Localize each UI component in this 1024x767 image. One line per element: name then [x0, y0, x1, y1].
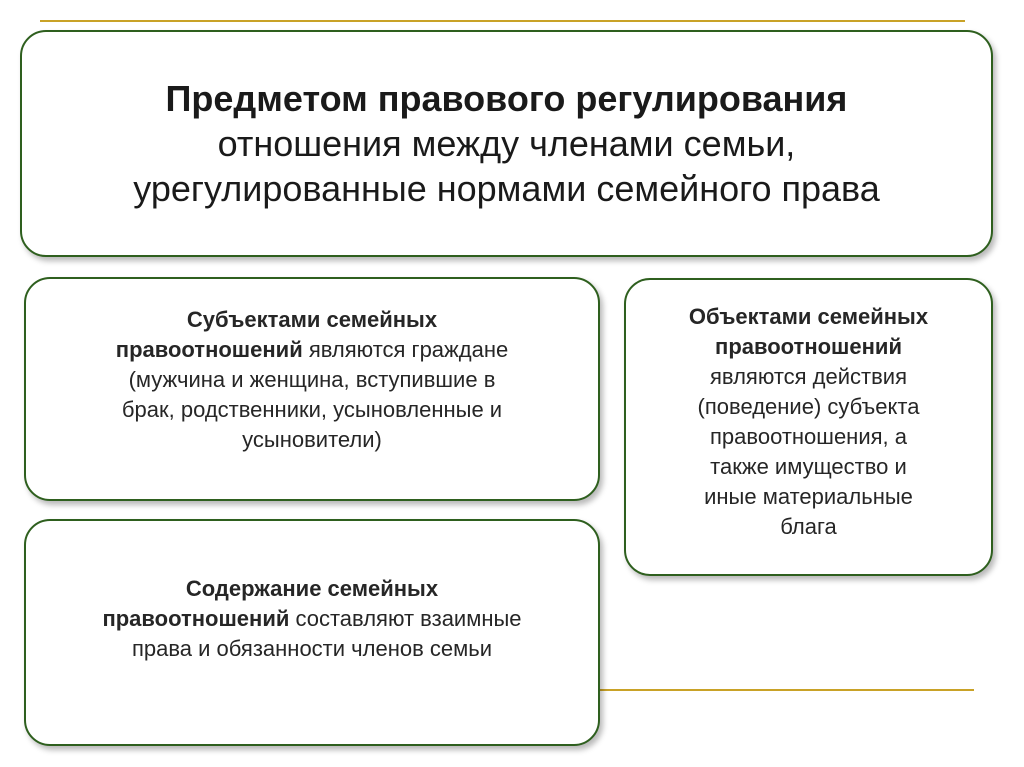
content-line-2-rest: составляют взаимные: [289, 605, 522, 631]
content-line-3: права и обязанности членов семьи: [131, 635, 492, 661]
subjects-line-3: (мужчина и женщина, вступившие в: [128, 367, 496, 392]
subjects-box: [24, 277, 600, 501]
main-title: Предметом правового регулирования: [165, 78, 848, 119]
content-box: [24, 519, 600, 746]
subjects-line-5: усыновители): [242, 427, 382, 452]
objects-box: [624, 278, 993, 576]
objects-text: [671, 302, 946, 552]
objects-line-7: иные материальные: [704, 484, 913, 509]
subjects-line-4: брак, родственники, усыновленные и: [121, 397, 503, 422]
objects-line-5: правоотношения, а: [710, 424, 907, 449]
content-heading-2: правоотношений: [102, 605, 290, 631]
subject-of-regulation-box: [20, 30, 993, 257]
content-text: [78, 574, 545, 692]
main-line-2: отношения между членами семьи,: [217, 123, 796, 164]
objects-heading-2: правоотношений: [715, 334, 902, 359]
objects-line-4: (поведение) субъекта: [697, 394, 920, 419]
subjects-line-2-rest: являются граждане: [302, 337, 509, 362]
subject-of-regulation-text: [133, 76, 880, 211]
top-accent-line: [40, 20, 965, 22]
main-line-3: урегулированные нормами семейного права: [133, 168, 880, 209]
bottom-accent-line: [598, 689, 974, 691]
content-heading-1: Содержание семейных: [185, 575, 439, 601]
objects-line-6: также имущество и: [710, 454, 907, 479]
subjects-heading-1: Субъектами семейных: [186, 307, 438, 332]
subjects-heading-2: правоотношений: [115, 337, 303, 362]
objects-heading-1: Объектами семейных: [688, 304, 929, 329]
objects-line-3: являются действия: [709, 364, 908, 389]
objects-line-8: блага: [780, 514, 837, 539]
subjects-text: [90, 287, 534, 491]
